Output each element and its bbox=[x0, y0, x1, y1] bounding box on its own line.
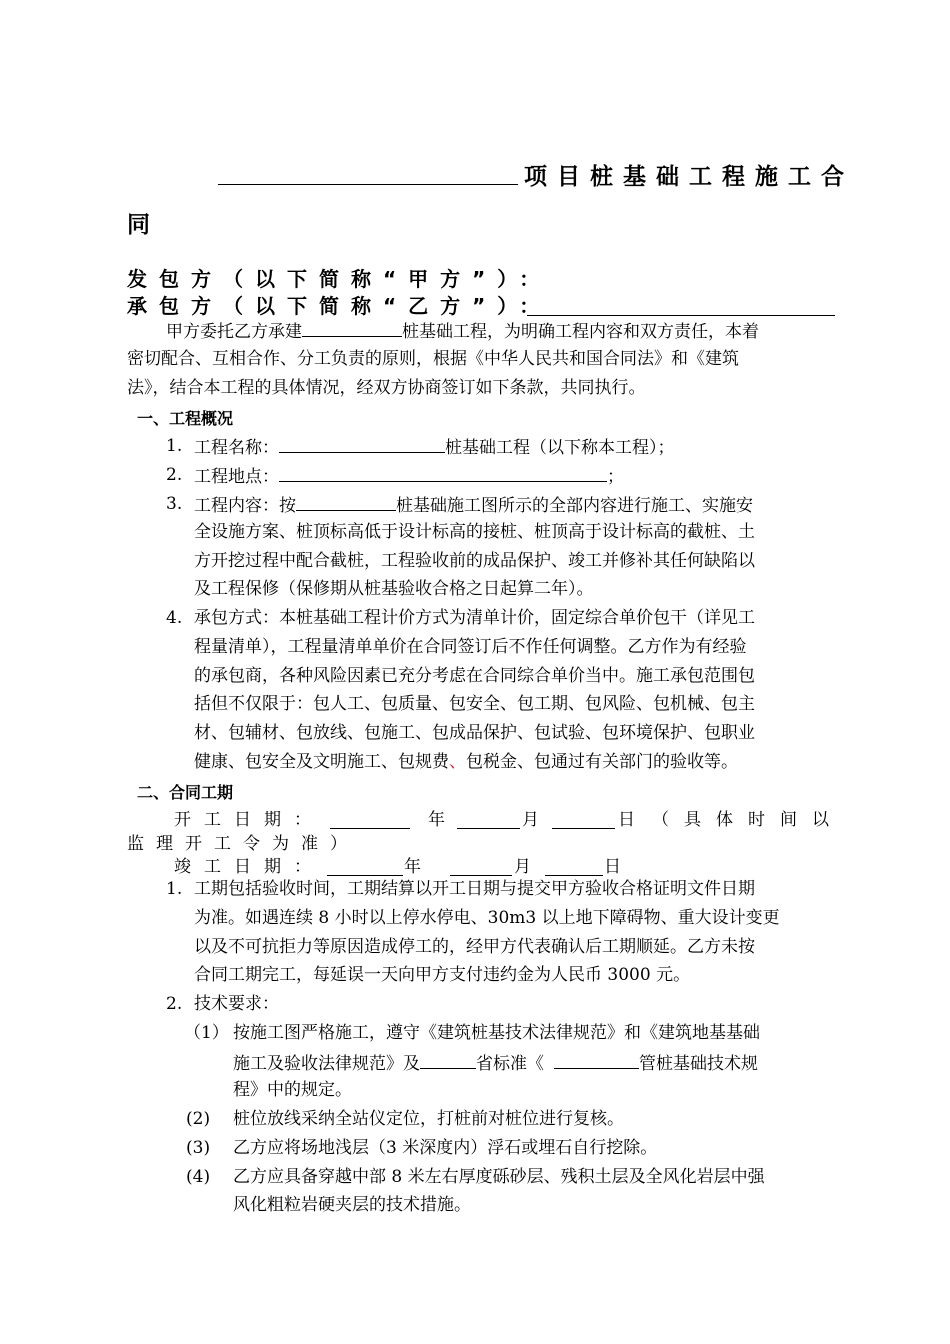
drawing-name-blank bbox=[296, 493, 396, 511]
end-year-blank bbox=[327, 875, 403, 876]
end-day-blank bbox=[545, 875, 603, 876]
start-year-label: 年 bbox=[428, 810, 445, 830]
province-blank bbox=[420, 1051, 476, 1069]
end-month-label: 月 bbox=[514, 857, 531, 877]
section1-heading: 一、工程概况 bbox=[137, 409, 234, 428]
s2-item1-line-3: 以及不可抗拒力等原因造成停工的，经甲方代表确认后工期顺延。乙方未按 bbox=[194, 937, 755, 957]
start-date-note-continued: 监理开工令为准） bbox=[127, 834, 359, 854]
title-project-blank bbox=[218, 184, 518, 185]
item3-number: 3. bbox=[166, 494, 183, 514]
item4-line-3: 的承包商，各种风险因素已充分考虑在合同综合单价当中。施工承包范围包 bbox=[194, 666, 755, 686]
item4-line-1: 承包方式：本桩基础工程计价方式为清单计价，固定综合单价包干（详见工 bbox=[194, 608, 755, 628]
item4-line-5: 材、包辅材、包放线、包施工、包成品保护、包试验、包环境保护、包职业 bbox=[194, 723, 755, 743]
sub1-number: （1） bbox=[184, 1023, 229, 1043]
s2-item1-line-2: 为准。如遇连续 8 小时以上停水停电、30m3 以上地下障碍物、重大设计变更 bbox=[194, 908, 780, 928]
sub2-number: (2) bbox=[186, 1109, 211, 1129]
project-location-blank bbox=[279, 464, 607, 482]
item4-line-4: 括但不仅限于：包人工、包质量、包安全、包工期、包风险、包机械、包主 bbox=[194, 694, 755, 714]
item1-number: 1. bbox=[166, 436, 183, 456]
item4-line-6: 健康、包安全及文明施工、包规费、包税金、包通过有关部门的验收等。 bbox=[194, 752, 738, 772]
sub4-number: (4) bbox=[186, 1167, 211, 1187]
sub4-line-2: 风化粗粒岩硬夹层的技术措施。 bbox=[233, 1195, 471, 1215]
contractor-blank bbox=[527, 315, 835, 316]
sub1-line-1: 按施工图严格施工，遵守《建筑桩基技术法律规范》和《建筑地基基础 bbox=[233, 1023, 760, 1043]
s2-item2-number: 2. bbox=[166, 994, 183, 1014]
end-date-label: 竣工日期： bbox=[174, 857, 324, 877]
intro-line-3: 法》，结合本工程的具体情况，经双方协商签订如下条款，共同执行。 bbox=[127, 378, 646, 398]
start-date-note: （具体时间以 bbox=[652, 810, 844, 830]
sub2-text: 桩位放线采纳全站仪定位，打桩前对桩位进行复核。 bbox=[233, 1109, 624, 1129]
revision-mark: 、 bbox=[449, 752, 466, 772]
s2-item1-line-4: 合同工期完工，每延误一天向甲方支付违约金为人民币 3000 元。 bbox=[194, 965, 691, 985]
project-name-blank bbox=[302, 319, 402, 337]
end-month-blank bbox=[450, 875, 512, 876]
page-title: 项目桩基础工程施工合 bbox=[524, 164, 854, 190]
start-day-blank bbox=[552, 828, 615, 829]
contractor-label: 承包方（以下简称“乙方”）： bbox=[127, 294, 552, 318]
end-year-label: 年 bbox=[404, 857, 421, 877]
start-date-label: 开工日期： bbox=[174, 810, 324, 830]
item1-text: 工程名称： 桩基础工程（以下称本工程）； bbox=[194, 435, 675, 459]
page-title-continued: 同 bbox=[127, 212, 160, 238]
project-name-field-blank bbox=[279, 435, 445, 453]
start-month-label: 月 bbox=[522, 810, 539, 830]
item3-line-3: 方开挖过程中配合截桩，工程验收前的成品保护、竣工并修补其任何缺陷以 bbox=[194, 551, 755, 571]
s2-item1-number: 1. bbox=[166, 879, 183, 899]
item3-line-4: 及工程保修（保修期从桩基验收合格之日起算二年）。 bbox=[194, 579, 594, 599]
sub3-number: (3) bbox=[186, 1138, 211, 1158]
item4-line-2: 程量清单），工程量清单单价在合同签订后不作任何调整。乙方作为有经验 bbox=[194, 637, 747, 657]
sub1-line-3: 程》中的规定。 bbox=[233, 1080, 352, 1100]
intro-line-2: 密切配合、互相合作、分工负责的原则，根据《中华人民共和国合同法》和《建筑 bbox=[127, 349, 739, 369]
issuer-label: 发包方（以下简称“甲方”）： bbox=[127, 267, 552, 291]
sub4-line-1: 乙方应具备穿越中部 8 米左右厚度砾砂层、残积土层及全风化岩层中强 bbox=[233, 1167, 765, 1187]
end-day-label: 日 bbox=[604, 857, 621, 877]
start-month-blank bbox=[457, 828, 520, 829]
item3-line-2: 全设施方案、桩顶标高低于设计标高的接桩、桩顶高于设计标高的截桩、土 bbox=[194, 522, 755, 542]
start-day-label: 日 bbox=[618, 810, 635, 830]
section2-heading: 二、合同工期 bbox=[137, 783, 234, 802]
intro-line-1: 甲方委托乙方承建 桩基础工程，为明确工程内容和双方责任，本着 bbox=[166, 319, 759, 343]
start-year-blank bbox=[330, 828, 410, 829]
item2-text: 工程地点： ； bbox=[194, 464, 624, 488]
s2-item2-text: 技术要求： bbox=[194, 994, 279, 1014]
sub1-line-2: 施工及验收法律规范》及 省标准《 管桩基础技术规 bbox=[233, 1051, 758, 1075]
item4-number: 4. bbox=[166, 608, 183, 628]
standard-name-blank bbox=[554, 1051, 639, 1069]
sub3-text: 乙方应将场地浅层（3 米深度内）浮石或埋石自行挖除。 bbox=[233, 1138, 658, 1158]
item3-line-1: 工程内容：按 桩基础施工图所示的全部内容进行施工、实施安 bbox=[194, 493, 753, 517]
s2-item1-line-1: 工期包括验收时间，工期结算以开工日期与提交甲方验收合格证明文件日期 bbox=[194, 879, 755, 899]
item2-number: 2. bbox=[166, 465, 183, 485]
